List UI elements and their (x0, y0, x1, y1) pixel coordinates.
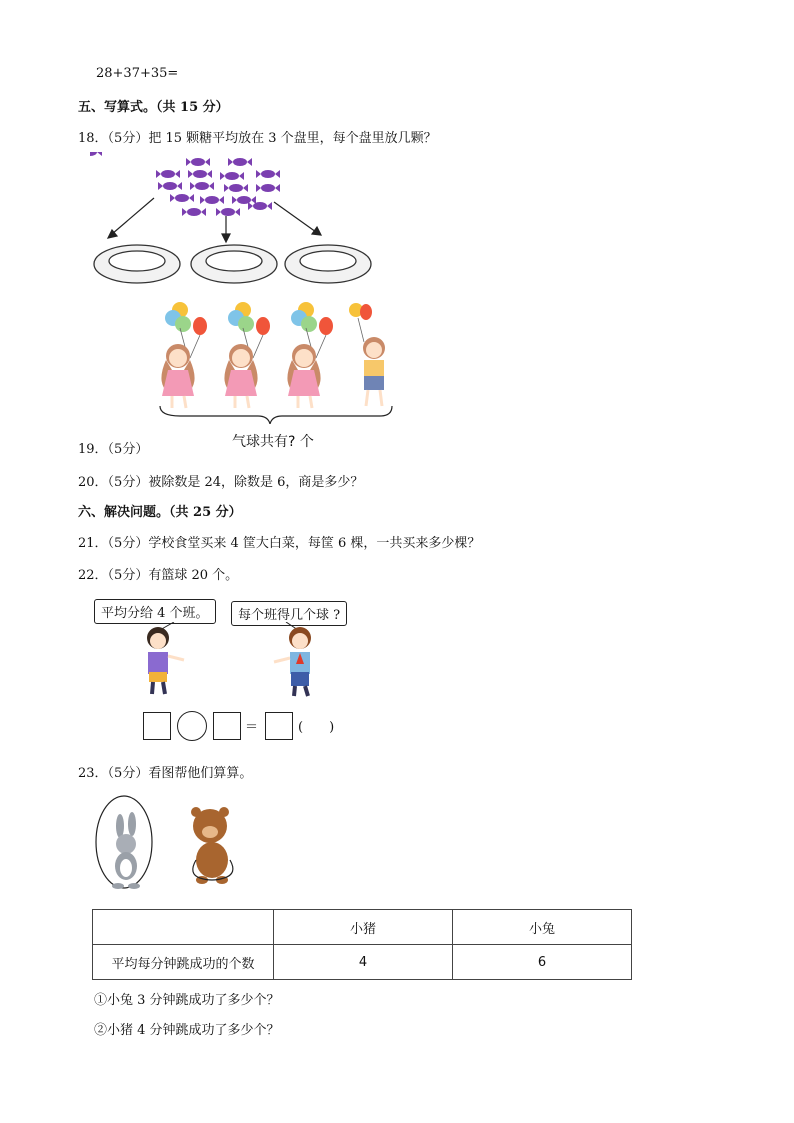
table-header-cell: 小猪 (274, 910, 453, 945)
candies-plates-figure (90, 152, 390, 292)
question-19 (78, 438, 148, 457)
table-header-cell (93, 910, 274, 945)
boy-right (274, 622, 311, 696)
candy-pile (90, 152, 280, 216)
section-5-heading: 五、写算式。（共 15 分） (78, 100, 229, 115)
top-expression: 28+37+35= (96, 66, 179, 81)
boy-left (147, 622, 184, 694)
question-20 (78, 471, 363, 490)
two-boys-figure (130, 622, 330, 700)
table-header-cell: 小兔 (453, 910, 632, 945)
equation-answer-box[interactable] (265, 712, 293, 740)
question-number: 18． (78, 131, 108, 146)
table-cell: 平均每分钟跳成功的个数 (93, 945, 274, 980)
boy-girl-balloons (349, 303, 385, 406)
question-score: （5分） (107, 131, 149, 146)
question-21 (78, 532, 480, 551)
rabbit-bear-figure (92, 794, 262, 902)
sub-question-1: ①小兔 3 分钟跳成功了多少个？ (94, 993, 280, 1008)
question-number: 21． (78, 536, 108, 551)
question-18 (78, 127, 437, 146)
question-number: 19． (78, 442, 108, 457)
question-score: （5分） (107, 475, 149, 490)
question-text: 看图帮他们算算。 (148, 766, 253, 781)
question-number: 22． (78, 568, 108, 583)
question-text: 把 15 颗糖平均放在 3 个盘里，每个盘里放几颗？ (148, 131, 437, 146)
balloon-girls-figure (150, 298, 400, 424)
table-cell: 4 (274, 945, 453, 980)
speech-bubble-left: 平均分给 4 个班。 (94, 599, 216, 624)
question-score: （5分） (107, 766, 149, 781)
rabbit-jumping-rope (96, 796, 152, 889)
sub-question-2: ②小猪 4 分钟跳成功了多少个？ (94, 1023, 280, 1038)
question-text: 学校食堂买来 4 筐大白菜，每筐 6 棵，一共买来多少棵？ (148, 536, 481, 551)
table-cell: 6 (453, 945, 632, 980)
equation-equals: ＝ (245, 720, 259, 735)
question-22 (78, 564, 238, 583)
jump-rope-table (92, 909, 632, 980)
question-score: （5分） (107, 536, 149, 551)
question-23 (78, 762, 252, 781)
question-text: 被除数是 24，除数是 6，商是多少？ (148, 475, 364, 490)
table-row (93, 945, 632, 980)
equation-unit-paren: ( ) (298, 720, 335, 735)
speech-bubble-right: 每个班得几个球 ? (231, 601, 347, 626)
question-score: （5分） (107, 568, 149, 583)
question-score: （5分） (107, 442, 149, 457)
table-header-row (93, 910, 632, 945)
section-6-heading: 六、解决问题。（共 25 分） (78, 505, 242, 520)
curly-brace (160, 406, 392, 424)
balloon-caption: 气球共有? 个 (232, 434, 314, 450)
equation-operator-circle[interactable] (177, 711, 207, 741)
arrows (108, 198, 321, 242)
equation-box-1[interactable] (143, 712, 171, 740)
question-text: 有篮球 20 个。 (148, 568, 239, 583)
equation-box-2[interactable] (213, 712, 241, 740)
plates (94, 245, 371, 283)
question-number: 20． (78, 475, 108, 490)
question-number: 23． (78, 766, 108, 781)
bear-jumping-rope (191, 807, 233, 884)
